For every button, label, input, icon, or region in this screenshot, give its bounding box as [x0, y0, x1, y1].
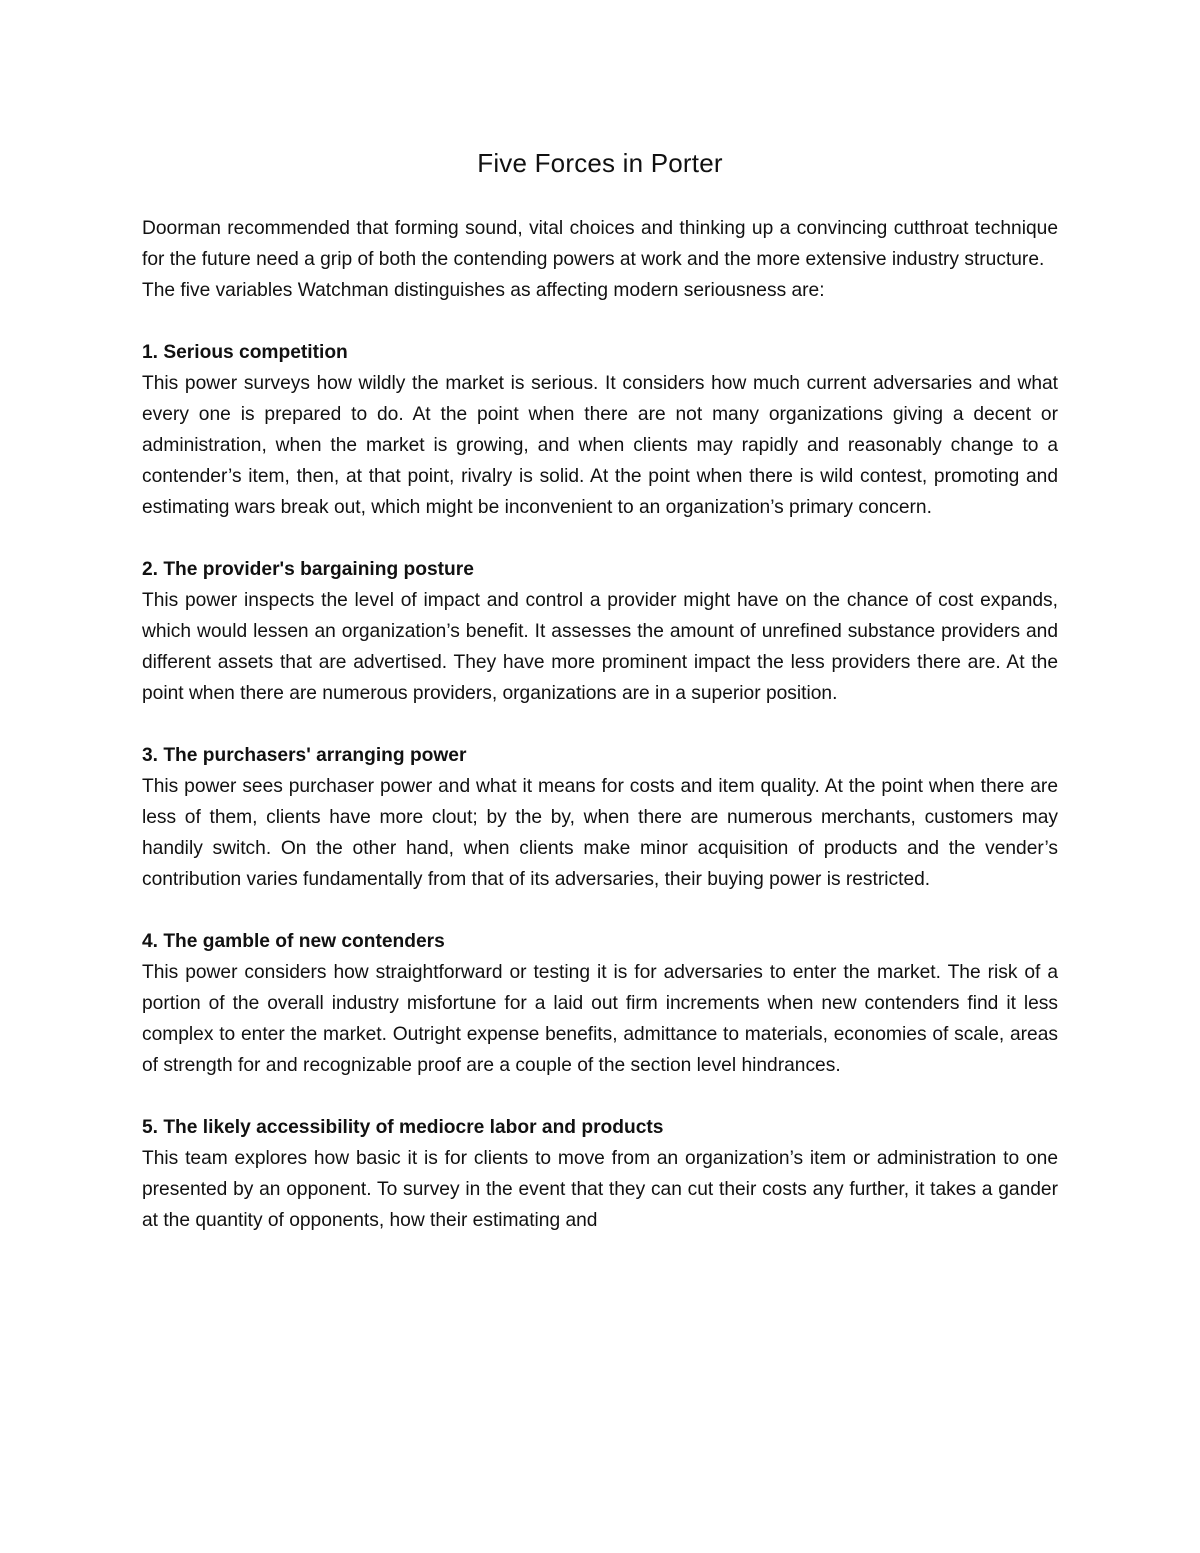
section-heading: 4. The gamble of new contenders: [142, 931, 445, 952]
section-heading: 2. The provider's bargaining posture: [142, 559, 474, 580]
section-serious-competition: [142, 337, 1058, 523]
section-body: This power surveys how wildly the market is serious. It considers how much current adversaries and what every one is prepared to do. At the point when there are not many organizations giving a decent or administration, when the market is growing, and when clients may rapidly and reasonably change to a contender’s item, then, at that point, rivalry is solid. At the point when there is wild contest, promoting and estimating wars break out, which might be inconvenient to an organization’s primary concern.: [142, 373, 1058, 518]
section-body: This power considers how straightforward or testing it is for adversaries to enter the market. The risk of a portion of the overall industry misfortune for a laid out firm increments when new contenders find it less complex to enter the market. Outright expense benefits, admittance to materials, economies of scale, areas of strength for and recognizable proof are a couple of the section level hindrances.: [142, 962, 1058, 1076]
section-body: This power sees purchaser power and what it means for costs and item quality. At the point when there are less of them, clients have more clout; by the by, when there are numerous merchants, customers may handily switch. On the other hand, when clients make minor acquisition of products and the vender’s contribution varies fundamentally from that of its adversaries, their buying power is restricted.: [142, 776, 1058, 890]
intro-paragraph: Doorman recommended that forming sound, vital choices and thinking up a convincing cutthroat technique for the future need a grip of both the contending powers at work and the more extensive industry structure.: [142, 218, 1058, 270]
section-heading: 1. Serious competition: [142, 342, 348, 363]
intro-line: The five variables Watchman distinguishes as affecting modern seriousness are:: [142, 280, 825, 301]
spacer: [142, 523, 1058, 554]
spacer: [142, 1081, 1058, 1112]
section-heading: 5. The likely accessibility of mediocre labor and products: [142, 1117, 664, 1138]
spacer: [142, 709, 1058, 740]
section-body: This power inspects the level of impact and control a provider might have on the chance of cost expands, which would lessen an organization’s benefit. It assesses the amount of unrefined substance providers and different assets that are advertised. They have more prominent impact the less providers there are. At the point when there are numerous providers, organizations are in a superior position.: [142, 590, 1058, 704]
spacer: [142, 306, 1058, 337]
section-substitutes: [142, 1112, 1058, 1236]
spacer: [142, 895, 1058, 926]
section-heading: 3. The purchasers' arranging power: [142, 745, 467, 766]
section-purchasers-power: [142, 740, 1058, 895]
document-title: Five Forces in Porter: [477, 148, 723, 178]
section-body: This team explores how basic it is for clients to move from an organization’s item or administration to one presented by an opponent. To survey in the event that they can cut their costs any further, it takes a gander at the quantity of opponents, how their estimating and: [142, 1148, 1058, 1231]
section-provider-bargaining: [142, 554, 1058, 709]
section-new-contenders: [142, 926, 1058, 1081]
document-page: [142, 145, 1058, 1236]
